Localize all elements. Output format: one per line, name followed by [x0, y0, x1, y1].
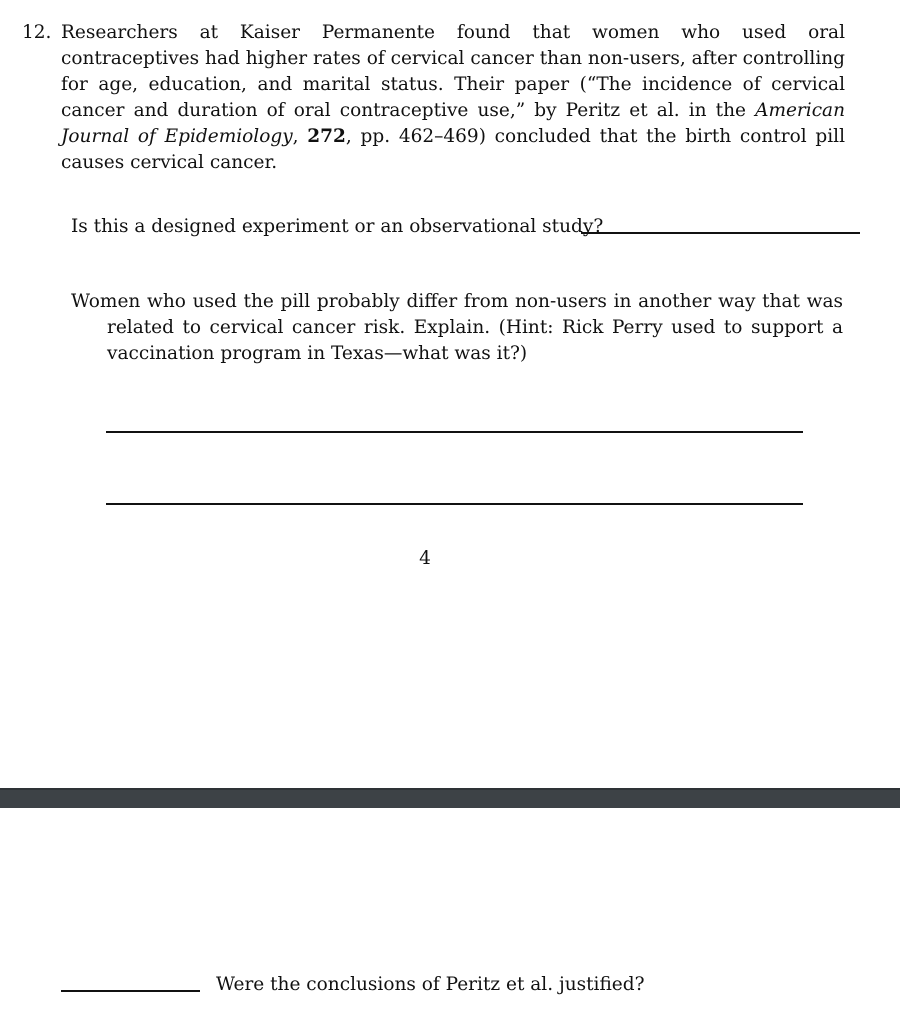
journal-volume: 272	[307, 126, 346, 147]
sub-question-study-type: Is this a designed experiment or an observational study?	[71, 216, 604, 237]
journal-name: American Journal of Epidemiology	[61, 100, 845, 147]
journal-comma: ,	[292, 126, 308, 147]
page-5	[0, 808, 900, 1022]
question-number: 12.	[22, 22, 52, 43]
page-number: 4	[419, 548, 431, 569]
question-text	[61, 20, 845, 176]
sub-question-confounder: Women who used the pill probably differ from non-users in another way that was related to cervical cancer risk. Explain. (Hint: Rick Perry used to support a vaccination program in Texas—what was it?)	[71, 291, 843, 364]
answer-line-confounder-2[interactable]	[106, 503, 803, 505]
question-text-part2: , pp. 462–469) concluded that the birth control pill causes cervical cancer.	[61, 126, 845, 173]
page-separator	[0, 788, 900, 808]
answer-line-confounder-1[interactable]	[106, 431, 803, 433]
sub-question-justified: Were the conclusions of Peritz et al. justified?	[216, 974, 645, 995]
answer-line-justified[interactable]	[61, 990, 200, 992]
question-text-part1: Researchers at Kaiser Permanente found that women who used oral contraceptives had higher rates of cervical cancer than non-users, after controlling for age, education, and marital status. Their paper (“The incidence of cervical cancer and duration of oral contraceptive use,” by Peritz et al. in the	[61, 22, 845, 121]
answer-line-study-type[interactable]	[581, 232, 860, 234]
